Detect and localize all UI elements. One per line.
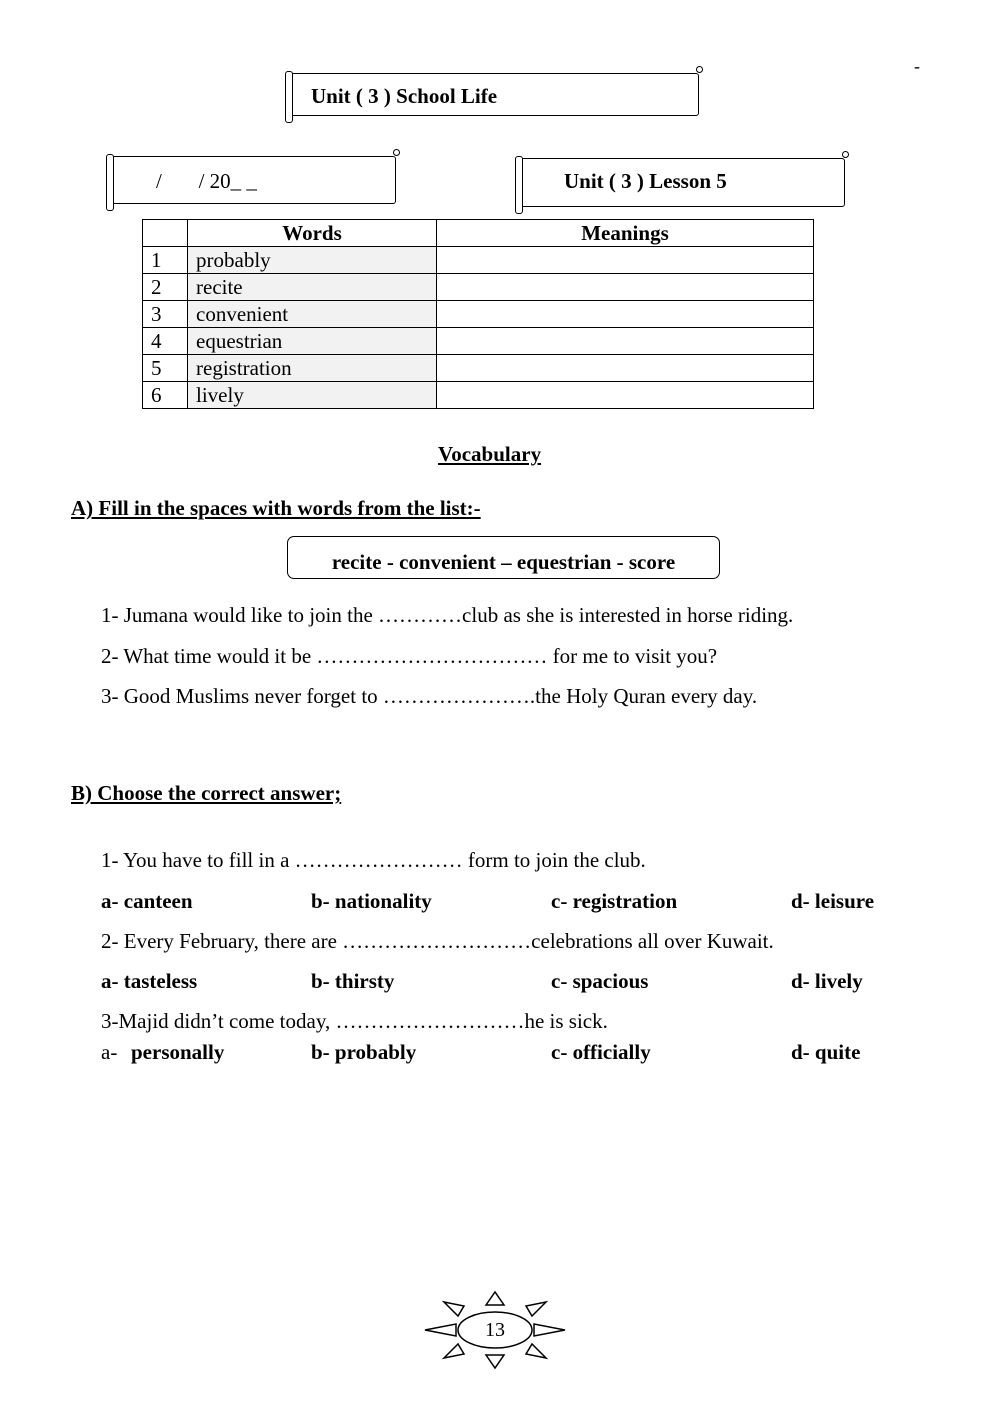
unit-title-banner [290,73,699,116]
q2-option-b: b- thirsty [311,969,395,993]
q3-option-d: d- quite [791,1040,861,1064]
row-number: 2 [143,274,188,301]
question-3: 3-Majid didn’t come today, ………………………he is sick. [101,1009,608,1033]
table-row [143,274,814,301]
q2-option-d: d- lively [791,969,863,993]
row-meaning [437,247,814,274]
unit-title: Unit ( 3 ) School Life [311,84,498,108]
row-number: 4 [143,328,188,355]
row-number: 3 [143,301,188,328]
q2-option-a: a- tasteless [101,969,198,993]
row-meaning [437,382,814,409]
q1-option-c: c- registration [551,889,678,913]
row-number: 5 [143,355,188,382]
word-list-box: recite - convenient – equestrian - score [287,536,720,579]
fill-sentence-3: 3- Good Muslims never forget to ………………….the Holy Quran every day. [101,684,758,708]
q3-option-b: b- probably [311,1040,417,1064]
fill-sentence-2: 2- What time would it be …………………………… for me to visit you? [101,644,718,668]
lesson-banner [520,158,845,207]
table-row [143,382,814,409]
row-word: registration [188,355,437,382]
row-number: 6 [143,382,188,409]
lesson-title: Unit ( 3 ) Lesson 5 [564,169,727,193]
row-word: probably [188,247,437,274]
q2-option-c: c- spacious [551,969,649,993]
vocabulary-table [142,219,814,409]
section-title: Vocabulary [438,442,542,466]
table-header-meanings: Meanings [437,220,814,247]
table-row [143,355,814,382]
q1-option-d: d- leisure [791,889,875,913]
table-row [143,301,814,328]
date-field: / / 20_ _ [156,169,257,193]
row-meaning [437,274,814,301]
table-header-row [143,220,814,247]
page-number: 13 [485,1319,505,1341]
row-word: equestrian [188,328,437,355]
row-word: recite [188,274,437,301]
q3-option-a: personally [131,1040,225,1064]
q3-option-c: c- officially [551,1040,651,1064]
table-header-num [143,220,188,247]
date-banner [111,156,396,204]
q1-option-a: a- canteen [101,889,193,913]
fill-sentence-1: 1- Jumana would like to join the …………club as she is interested in horse riding. [101,603,794,627]
row-meaning [437,328,814,355]
table-header-words: Words [188,220,437,247]
table-row [143,247,814,274]
q3-option-a-prefix: a- [101,1040,118,1064]
row-meaning [437,355,814,382]
question-1: 1- You have to fill in a …………………… form to join the club. [101,848,646,872]
part-b-heading: B) Choose the correct answer; [71,781,342,805]
row-meaning [437,301,814,328]
corner-mark: - [914,56,920,76]
q1-option-b: b- nationality [311,889,432,913]
row-word: convenient [188,301,437,328]
row-number: 1 [143,247,188,274]
part-a-heading: A) Fill in the spaces with words from the list:- [71,496,481,520]
table-row [143,328,814,355]
question-2: 2- Every February, there are ………………………celebrations all over Kuwait. [101,929,774,953]
row-word: lively [188,382,437,409]
